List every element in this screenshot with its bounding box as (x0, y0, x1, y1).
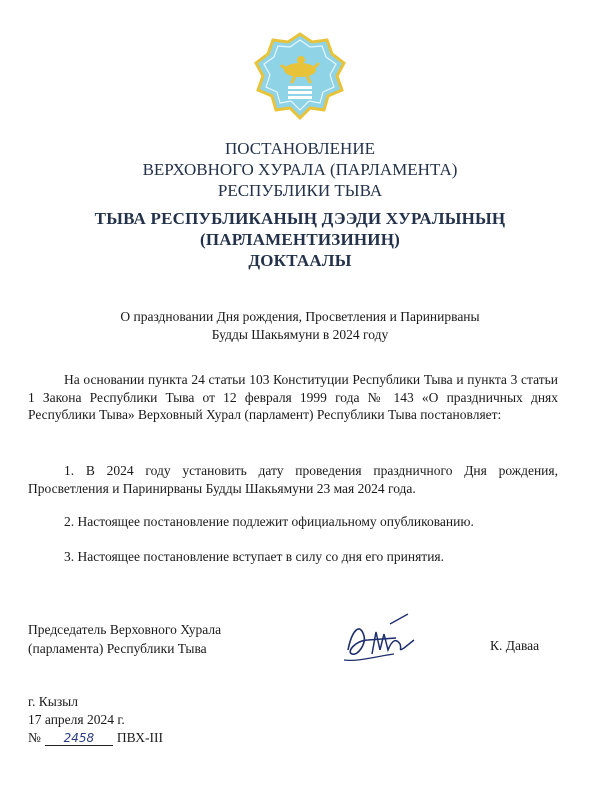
document-title-ru (0, 138, 600, 201)
subject-line-2: Будды Шакьямуни в 2024 году (211, 327, 389, 342)
handwritten-signature (338, 610, 420, 668)
document-date: 17 апреля 2024 г. (28, 712, 125, 727)
signatory-position-line-2: (парламента) Республики Тыва (28, 641, 207, 656)
title-ru-line-1: ПОСТАНОВЛЕНИЕ (224, 139, 375, 158)
city: г. Кызыл (28, 694, 78, 709)
title-tyv-line-3: ДОКТААЛЫ (248, 251, 352, 270)
title-ru-line-2: ВЕРХОВНОГО ХУРАЛА (ПАРЛАМЕНТА) (142, 160, 458, 179)
preamble-paragraph: На основании пункта 24 статьи 103 Конституции Республики Тыва и пункта 3 статьи 1 Закона Республики Тыва от 12 февраля 1999 года № 143 «О праздничных днях Республики Тыва» Верховный Хурал (парламент) Республики Тыва постановляет: (28, 372, 558, 422)
tuva-emblem-icon (254, 30, 346, 120)
subject-line-1: О праздновании Дня рождения, Просветления и Паринирваны (120, 309, 480, 324)
document-footer (28, 693, 248, 747)
signatory-position-line-1: Председатель Верховного Хурала (28, 622, 222, 637)
clause-1: 1. В 2024 году установить дату проведения праздничного Дня рождения, Просветления и Паринирваны Будды Шакьямуни 23 мая 2024 года. (28, 463, 558, 496)
clause-2: 2. Настоящее постановление подлежит официальному опубликованию. (64, 514, 474, 529)
title-tyv-line-2: (ПАРЛАМЕНТИЗИНИҢ) (199, 230, 401, 249)
number-prefix: № (28, 730, 41, 745)
document-title-tyv (0, 208, 600, 271)
document-number (28, 729, 248, 747)
clause-3: 3. Настоящее постановление вступает в силу со дня его принятия. (64, 549, 445, 564)
signatory-position (28, 620, 268, 658)
number-value: 2458 (45, 731, 113, 746)
signatory-name: К. Даваа (490, 638, 540, 653)
title-tyv-line-1: ТЫВА РЕСПУБЛИКАНЫҢ ДЭЭДИ ХУРАЛЫНЫҢ (94, 209, 506, 228)
title-ru-line-3: РЕСПУБЛИКИ ТЫВА (217, 181, 383, 200)
number-suffix: ПВХ-III (116, 730, 164, 745)
document-subject (0, 308, 600, 344)
